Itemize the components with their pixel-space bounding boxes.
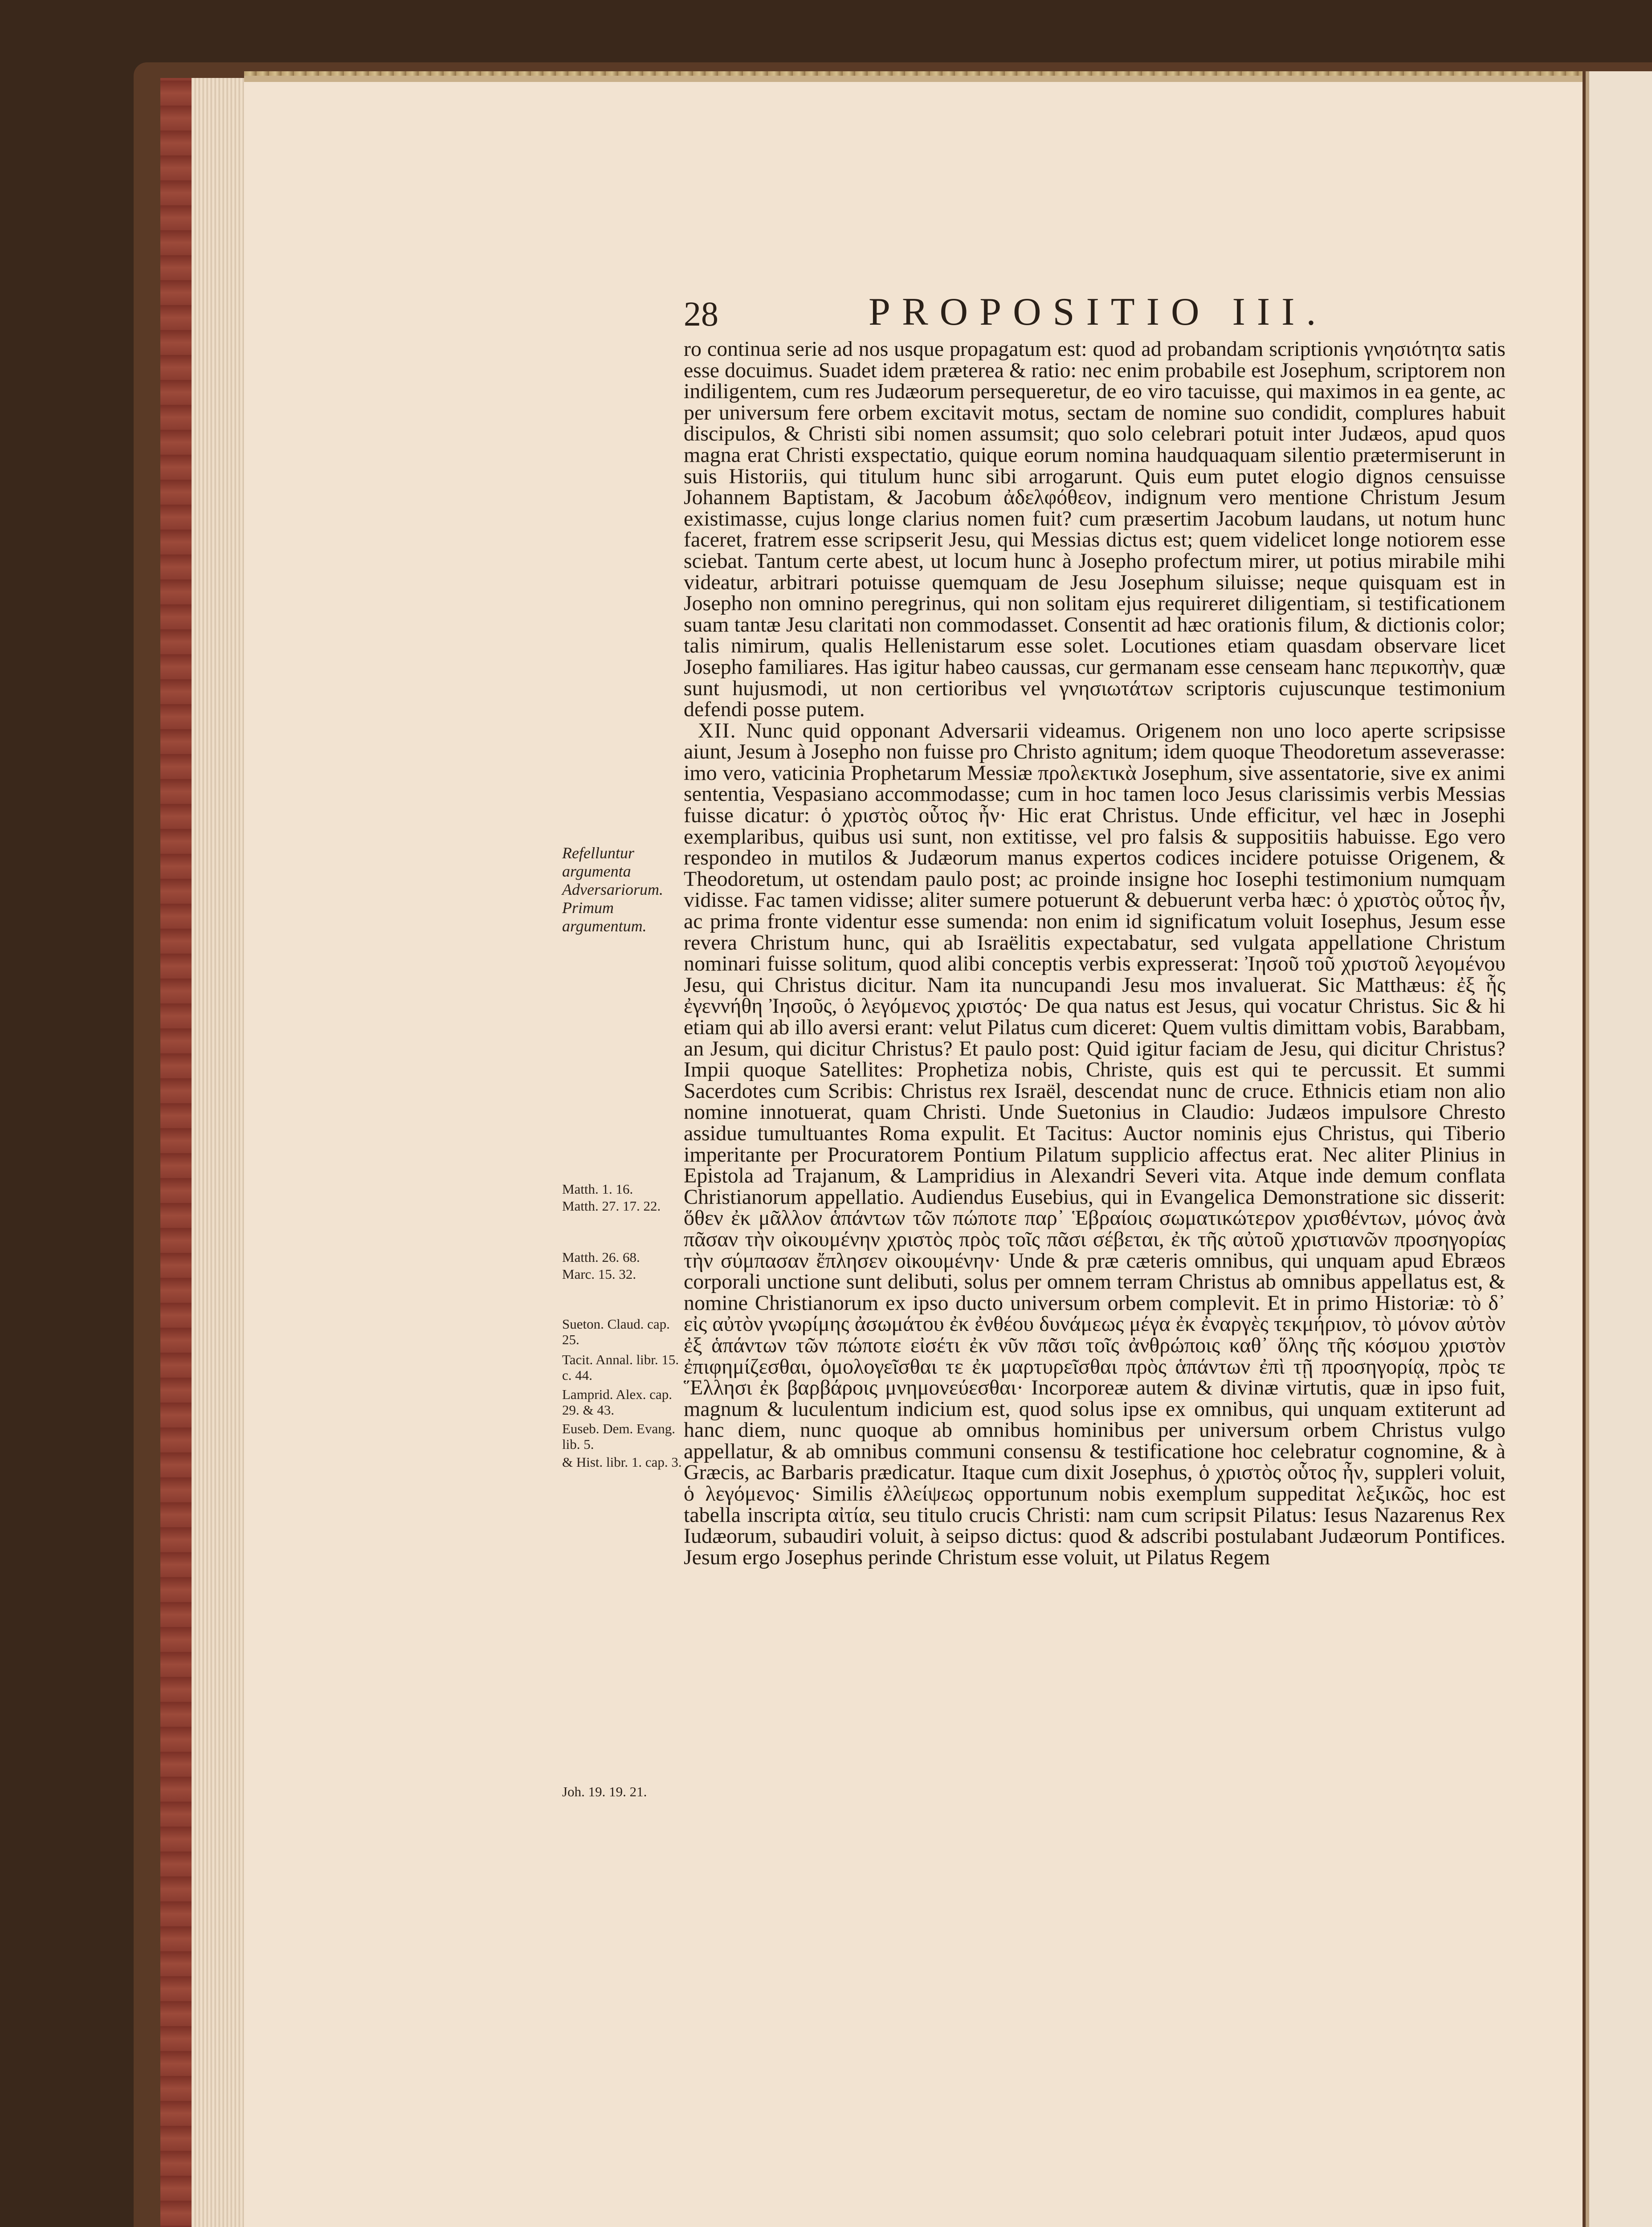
page-title: PROPOSITIO III.	[869, 290, 1328, 334]
page-edge-stack	[192, 78, 245, 2227]
continuation-paragraph: ro continua serie ad nos usque propagatum est: quod ad probandam scriptionis γνησιότητα satis esse docuimus. Suadet idem præterea & ratio: nec enim probabile est Josephum, scriptorem non indiligentem, cum res Judæorum persequeretur, de eo viro tacuisse, qui maximos in ea gente, ac per universum fere orbem excitavit motus, sectam de nomine suo condidit, complures habuit discipulos, & Christi sibi nomen assumsit; quo solo celebrari potuit inter Judæos, apud quos magna erat Christi exspectatio, quique eorum nomina haudquaquam silentio prætermiserunt in suis Historiis, qui titulum hunc sibi arrogarunt. Quis eum putet elogio dignos censuisse Johannem Baptistam, & Jacobum ἀδελφόθεον, indignum vero mentione Christum Jesum existimasse, cujus longe clarius nomen fuit? cum præsertim Jacobum laudans, ut notum hunc faceret, fratrem esse scripserit Jesu, qui Messias dictus est; quem videlicet longe notiorem esse sciebat. Tantum certe abest, ut locum hunc à Josepho profectum mirer, ut potius mirabile mihi videatur, arbitrari potuisse quemquam de Jesu Josephum siluisse; neque quisquam est in Josepho non omnino peregrinus, qui non solitam ejus requireret diligentiam, si testificationem suam tantæ Jesu claritati non commodasset. Consentit ad hæc orationis filum, & dictionis color; talis nimirum, qualis Hellenistarum esse solet. Locutiones etiam quasdam observare licet Josepho familiares. Has igitur habeo caussas, cur germanam esse censeam hanc περικοπὴν, quæ sunt hujusmodi, ut non certioribus vel γνησιωτάτων scriptoris cujuscunque testimonium defendi posse putem.	[684, 337, 1505, 722]
section-text: Nunc quid opponant Adversarii videamus. Origenem non uno loco aperte scripsisse aiunt, Jesum à Josepho non fuisse pro Christo agnitum; idem quoque Theodoretum asseverasse: imo vero, vaticinia Prophetarum Messiæ προλεκτικὰ Josephum, sive assentatorie, sive ex animi sententia, Vespasiano accommodasse; cum in hoc tamen loco Jesus clarissimis verbis Messias fuisse dicatur: ὁ χριστὸς οὗτος ἦν· Hic erat Christus. Unde efficitur, vel hæc in Josephi exemplaribus, quibus usi sunt, non extitisse, vel pro falsis & suppositiis habuisse. Ego vero respondeo in mutilos & Judæorum manus expertos codices incidere potuisse Origenem, & Theodoretum, ut ostendam paulo post; ac proinde insigne hoc Iosephi testimonium numquam vidisse. Fac tamen vidisse; aliter sumere potuerunt & debuerunt verba hæc: ὁ χριστὸς οὗτος ἦν, ac prima fronte videntur esse sumenda: non enim id significatum voluit Iosephus, Jesum esse revera Christum hunc, qui ab Israëlitis expectabatur, sed vulgata appellatione Christum nominari fuisse solitum, quod alibi conceptis verbis expresserat: Ἰησοῦ τοῦ χριστοῦ λεγομένου Jesu, qui Christus dicitur. Nam ita nuncupandi Jesu mos invaluerat. Sic Matthæus: ἐξ ἧς ἐγεννήθη Ἰησοῦς, ὁ λεγόμενος χριστός· De qua natus est Jesus, qui vocatur Christus. Sic & hi etiam qui ab illo aversi erant: velut Pilatus cum diceret: Quem vultis dimittam vobis, Barabbam, an Jesum, qui dicitur Christus? Et paulo post: Quid igitur faciam de Jesu, qui dicitur Christus? Impii quoque Satellites: Prophetiza nobis, Christe, quis est qui te percussit. Et summi Sacerdotes cum Scribis: Christus rex Israël, descendat nunc de cruce. Ethnicis etiam non alio nomine innotuerat, quam Christi. Unde Suetonius in Claudio: Judæos impulsore Chresto assidue tumultuantes Roma expulit. Et Tacitus: Auctor nominis ejus Christus, qui Tiberio imperitante per Procuratorem Pontium Pilatum supplicio affectus erat. Nec aliter Plinius in Epistola ad Trajanum, & Lampridius in Alexandri Severi vita. Atque inde demum conflata Christianorum appellatio. Audiendus Eusebius, qui in Evangelica Demonstratione sic disserit: ὅθεν ἐκ μᾶλλον ἁπάντων τῶν πώποτε παρ᾽ Ἑβραίοις σωματικώτερον χρισθέντων, μόνος ἀνὰ πᾶσαν τὴν οἰκουμένην χριστὸς πρὸς τοῖς πᾶσι σέβεται, ἐκ τῆς αὐτοῦ χριστιανῶν προσηγορίας τὴν σύμπασαν ἔπλησεν οἰκουμένην· Unde & præ cæteris omnibus, qui unquam apud Ebræos corporali unctione sunt delibuti, solus per omnem terram Christus ab omnibus appellatus est, & nomine Christianorum ex ipso ducto universum orbem complevit. Et in primo Historiæ: τὸ δ᾽ εἰς αὐτὸν γνωρίμης ἀσωμάτου ἐκ ἐνθέου δυνάμεως μέγα ἐκ ἐναργὲς τεκμήριον, τὸ μόνον αὐτὸν ἐξ ἁπάντων τῶν πώποτε εἰσέτι ἐκ νῦν πᾶσι τοῖς ἀνθρώποις καθ᾽ ὅλης τῆς κόσμου χριστὸν ἐπιφημίζεσθαι, ὁμολογεῖσθαι τε ἐκ μαρτυρεῖσθαι πρὸς ἁπάντων ἐπὶ τῇ προσηγορίᾳ, πρὸς τε Ἕλλησι ἐκ βαρβάροις μνημονεύεσθαι· Incorporeæ autem & divinæ virtutis, quæ in ipso fuit, magnum & luculentum indicium est, quod solus ipse ex omnibus, qui unquam extiterunt ad hanc diem, nunc quoque ab omnibus hominibus per universum orbem Christus vulgo appellatur, & ab omnibus communi consensu & testificatione hoc celebratur cognomine, & à Græcis, ac Barbaris prædicatur. Itaque cum dixit Josephus, ὁ χριστὸς οὗτος ἦν, suppleri voluit, ὁ λεγόμενος· Similis ἐλλείψεως opportunum nobis exemplum suppeditat λεξικῶς, hoc est tabella inscripta αἰτία, seu titulo crucis Christi: nam cum scripsit Pilatus: Iesus Nazarenus Rex Iudæorum, subaudiri voluit, à seipso dictus: quod & adscribi postulabant Judæorum Pontifices. Jesum ergo Josephus perinde Christum esse voluit, ut Pilatus Regem	[684, 718, 1506, 1569]
page-number: 28	[684, 294, 718, 333]
page-edge-red	[160, 78, 192, 2227]
margin-note-tacit: Tacit. Annal. libr. 15. c. 44.	[562, 1352, 679, 1383]
margin-note-marc-15: Marc. 15. 32.	[562, 1266, 636, 1282]
margin-note-sueton: Sueton. Claud. cap. 25.	[562, 1316, 670, 1347]
margin-note-euseb-dem: Euseb. Dem. Evang. lib. 5.	[562, 1421, 675, 1452]
margin-note-joh: Joh. 19. 19. 21.	[562, 1784, 647, 1799]
margin-note-matth-27: Matth. 27. 17. 22.	[562, 1198, 661, 1214]
margin-note-matth-26: Matth. 26. 68.	[562, 1249, 640, 1265]
facing-page-edge	[1586, 71, 1652, 2227]
margin-note-refutation: Refelluntur argumenta Adversariorum. Primum argumentum.	[562, 844, 663, 935]
main-text	[684, 339, 1505, 1568]
section-number: XII.	[698, 718, 737, 742]
margin-note-lamprid: Lamprid. Alex. cap. 29. & 43.	[562, 1387, 673, 1418]
section-paragraph	[684, 720, 1505, 1568]
margin-note-matth-1: Matth. 1. 16.	[562, 1181, 633, 1197]
margin-note-euseb-hist: & Hist. libr. 1. cap. 3.	[562, 1454, 682, 1470]
